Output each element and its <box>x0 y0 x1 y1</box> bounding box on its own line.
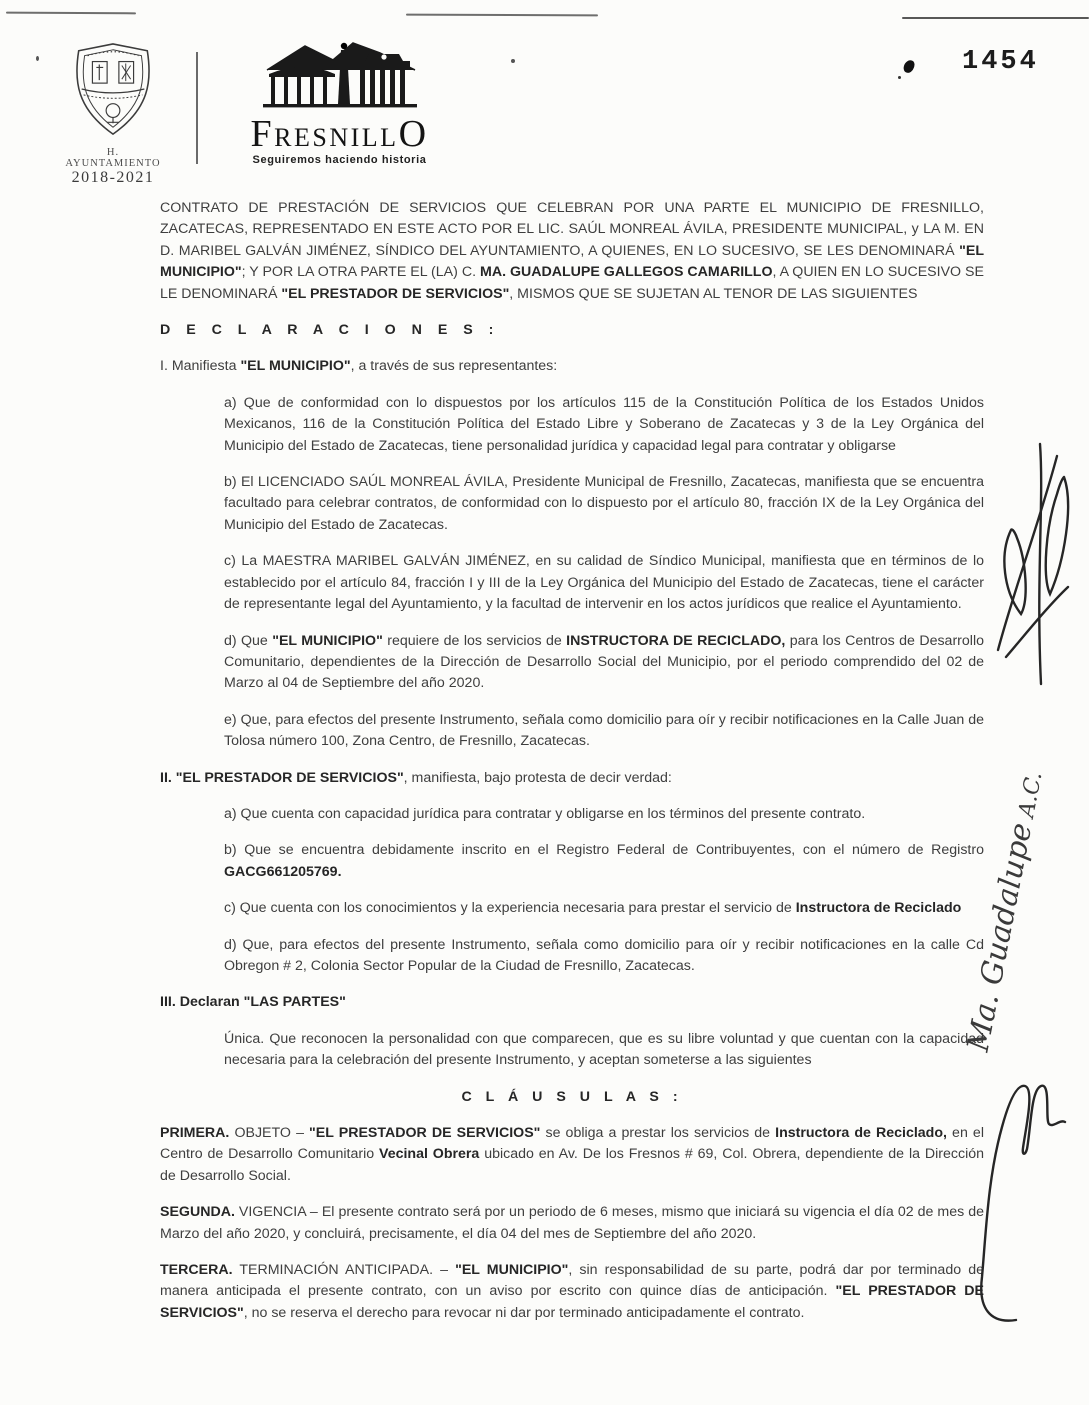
declaraciones-heading: D E C L A R A C I O N E S : <box>160 322 500 339</box>
clausula-segunda: SEGUNDA. VIGENCIA – El presente contrato será por un periodo de 6 meses, mismo que iniciará su vigencia el día 02 de mes de Marzo del año 2020, y concluirá, precisamente, el día 04 del mes de Septiembre del año 2020. <box>160 1204 984 1242</box>
ink-speck <box>511 59 515 63</box>
declaracion-iii: III. Declaran "LAS PARTES" <box>160 994 346 1011</box>
scan-artifact-line <box>406 14 598 16</box>
document-body <box>160 198 984 1339</box>
brand-name: FRESNILLO <box>250 113 429 155</box>
declaracion-i-c: c) La MAESTRA MARIBEL GALVÁN JIMÉNEZ, en su calidad de Síndico Municipal, manifiesta que en términos de lo establecido por el artículo 84, fracción I y III de la Ley Orgánica del Municipio del Estado de Zacatecas, tiene el carácter de representante legal del Ayuntamiento, y la facultad de intervenir en los actos jurídicos que realice el Ayuntamiento. <box>224 553 984 613</box>
declaracion-i-b: b) El LICENCIADO SAÚL MONREAL ÁVILA, Presidente Municipal de Fresnillo, Zacatecas, manifiesta que se encuentra facultado para celebrar contratos, de conformidad con lo dispuesto por el artículo 80, fracción IX de la Ley Orgánica del Municipio del Estado de Zacatecas. <box>224 474 984 533</box>
declaracion-iii-unica: Única. Que reconocen la personalidad con que comparecen, que es su libre voluntad y que cuentan con la capacidad necesaria para la celebración del presente Instrumento, y aceptan someterse a las siguientes <box>224 1030 984 1069</box>
signature-handwritten-name: Ma. Guadalupe A.C. <box>960 769 1048 1055</box>
scan-artifact-line <box>902 17 1089 19</box>
declaracion-i-d: d) Que "EL MUNICIPIO" requiere de los servicios de INSTRUCTORA DE RECICLADO, para los Centros de Desarrollo Comunitario, dependientes de la Dirección de Desarrollo Social del Municipio, por el periodo comprendido del 02 de Marzo al 04 de Septiembre del año 2020. <box>224 632 984 692</box>
scan-artifact-line <box>6 12 136 14</box>
signature-scribble-bottom <box>972 1072 1082 1333</box>
kiosk-building-icon <box>255 40 425 114</box>
declaracion-i-e: e) Que, para efectos del presente Instrumento, señala como domicilio para oír y recibir notificaciones en la Calle Juan de Tolosa número 100, Zona Centro, de Fresnillo, Zacatecas. <box>224 711 984 750</box>
brand-tagline: Seguiremos haciendo historia <box>252 154 427 166</box>
intro-paragraph: CONTRATO DE PRESTACIÓN DE SERVICIOS QUE CELEBRAN POR UNA PARTE EL MUNICIPIO DE FRESNILLO, ZACATECAS, REPRESENTADO EN ESTE ACTO POR EL LIC. SAÚL MONREAL ÁVILA, PRESIDENTE MUNICIPAL, y LA M. EN D. MARIBEL GALVÁN JIMÉNEZ, SÍNDICO DEL AYUNTAMIENTO, A QUIENES, EN LO SUCESIVO, SE LES DENOMINARÁ "EL MUNICIPIO"; Y POR LA OTRA PARTE EL (LA) C. MA. GUADALUPE GALLEGOS CAMARILLO, A QUIEN EN LO SUCESIVO SE LE DENOMINARÁ "EL PRESTADOR DE SERVICIOS", MISMOS QUE SE SUJETAN AL TENOR DE LAS SIGUIENTES <box>160 200 984 302</box>
declaracion-ii-a: a) Que cuenta con capacidad jurídica para contratar y obligarse en los términos del presente contrato. <box>224 805 866 822</box>
crest-title: H. AYUNTAMIENTO <box>65 147 161 169</box>
fresnillo-logo <box>222 40 457 166</box>
ink-speck <box>898 76 901 79</box>
declaracion-ii-b: b) Que se encuentra debidamente inscrito en el Registro Federal de Contribuyentes, con el número de Registro GACG661205769. <box>224 842 984 880</box>
municipal-crest <box>58 40 168 187</box>
clausula-tercera: TERCERA. TERMINACIÓN ANTICIPADA. – "EL MUNICIPIO", sin responsabilidad de su parte, podrá dar por terminado de manera anticipada el presente contrato, con un aviso por escrito con quince días de anticipación. "EL PRESTADOR DE SERVICIOS", no se reserva el derecho para revocar ni dar por terminado anticipadamente el contrato. <box>160 1262 985 1321</box>
clausulas-heading: C L Á U S U L A S : <box>461 1088 683 1105</box>
ink-speck <box>36 56 39 61</box>
declaracion-ii: II. "EL PRESTADOR DE SERVICIOS", manifiesta, bajo protesta de decir verdad: <box>160 769 672 786</box>
declaracion-i: I. Manifiesta "EL MUNICIPIO", a través de sus representantes: <box>160 358 558 375</box>
declaracion-ii-d: d) Que, para efectos del presente Instrumento, señala como domicilio para oír y recibir notificaciones en la calle Cd Obregon # 2, Colonia Sector Popular de la Ciudad de Fresnillo, Zacatecas. <box>224 936 984 974</box>
ink-blot-icon <box>902 59 916 74</box>
header-divider <box>196 52 198 164</box>
clausula-primera: PRIMERA. OBJETO – "EL PRESTADOR DE SERVICIOS" se obliga a prestar los servicios de Instructora de Reciclado, en el Centro de Desarrollo Comunitario Vecinal Obrera ubicado en Av. De los Fresnos # 69, Col. Obrera, dependiente de la Dirección de Desarrollo Social. <box>160 1125 985 1184</box>
declaracion-ii-c: c) Que cuenta con los conocimientos y la experiencia necesaria para prestar el servicio de Instructora de Reciclado <box>224 900 962 917</box>
declaracion-i-a: a) Que de conformidad con lo dispuestos por los artículos 115 de la Constitución Política de los Estados Unidos Mexicanos, 116 de la Constitución Política del Estado Libre y Soberano de Zacatecas y 3 de la Ley Orgánica del Municipio del Estado de Zacatecas, tiene personalidad jurídica y capacidad legal para contratar y obligarse <box>224 394 984 454</box>
crest-shield-icon <box>63 40 163 138</box>
folio-number: 1454 <box>962 47 1039 77</box>
signature-scribble-top <box>978 440 1089 693</box>
crest-years: 2018-2021 <box>71 169 155 186</box>
